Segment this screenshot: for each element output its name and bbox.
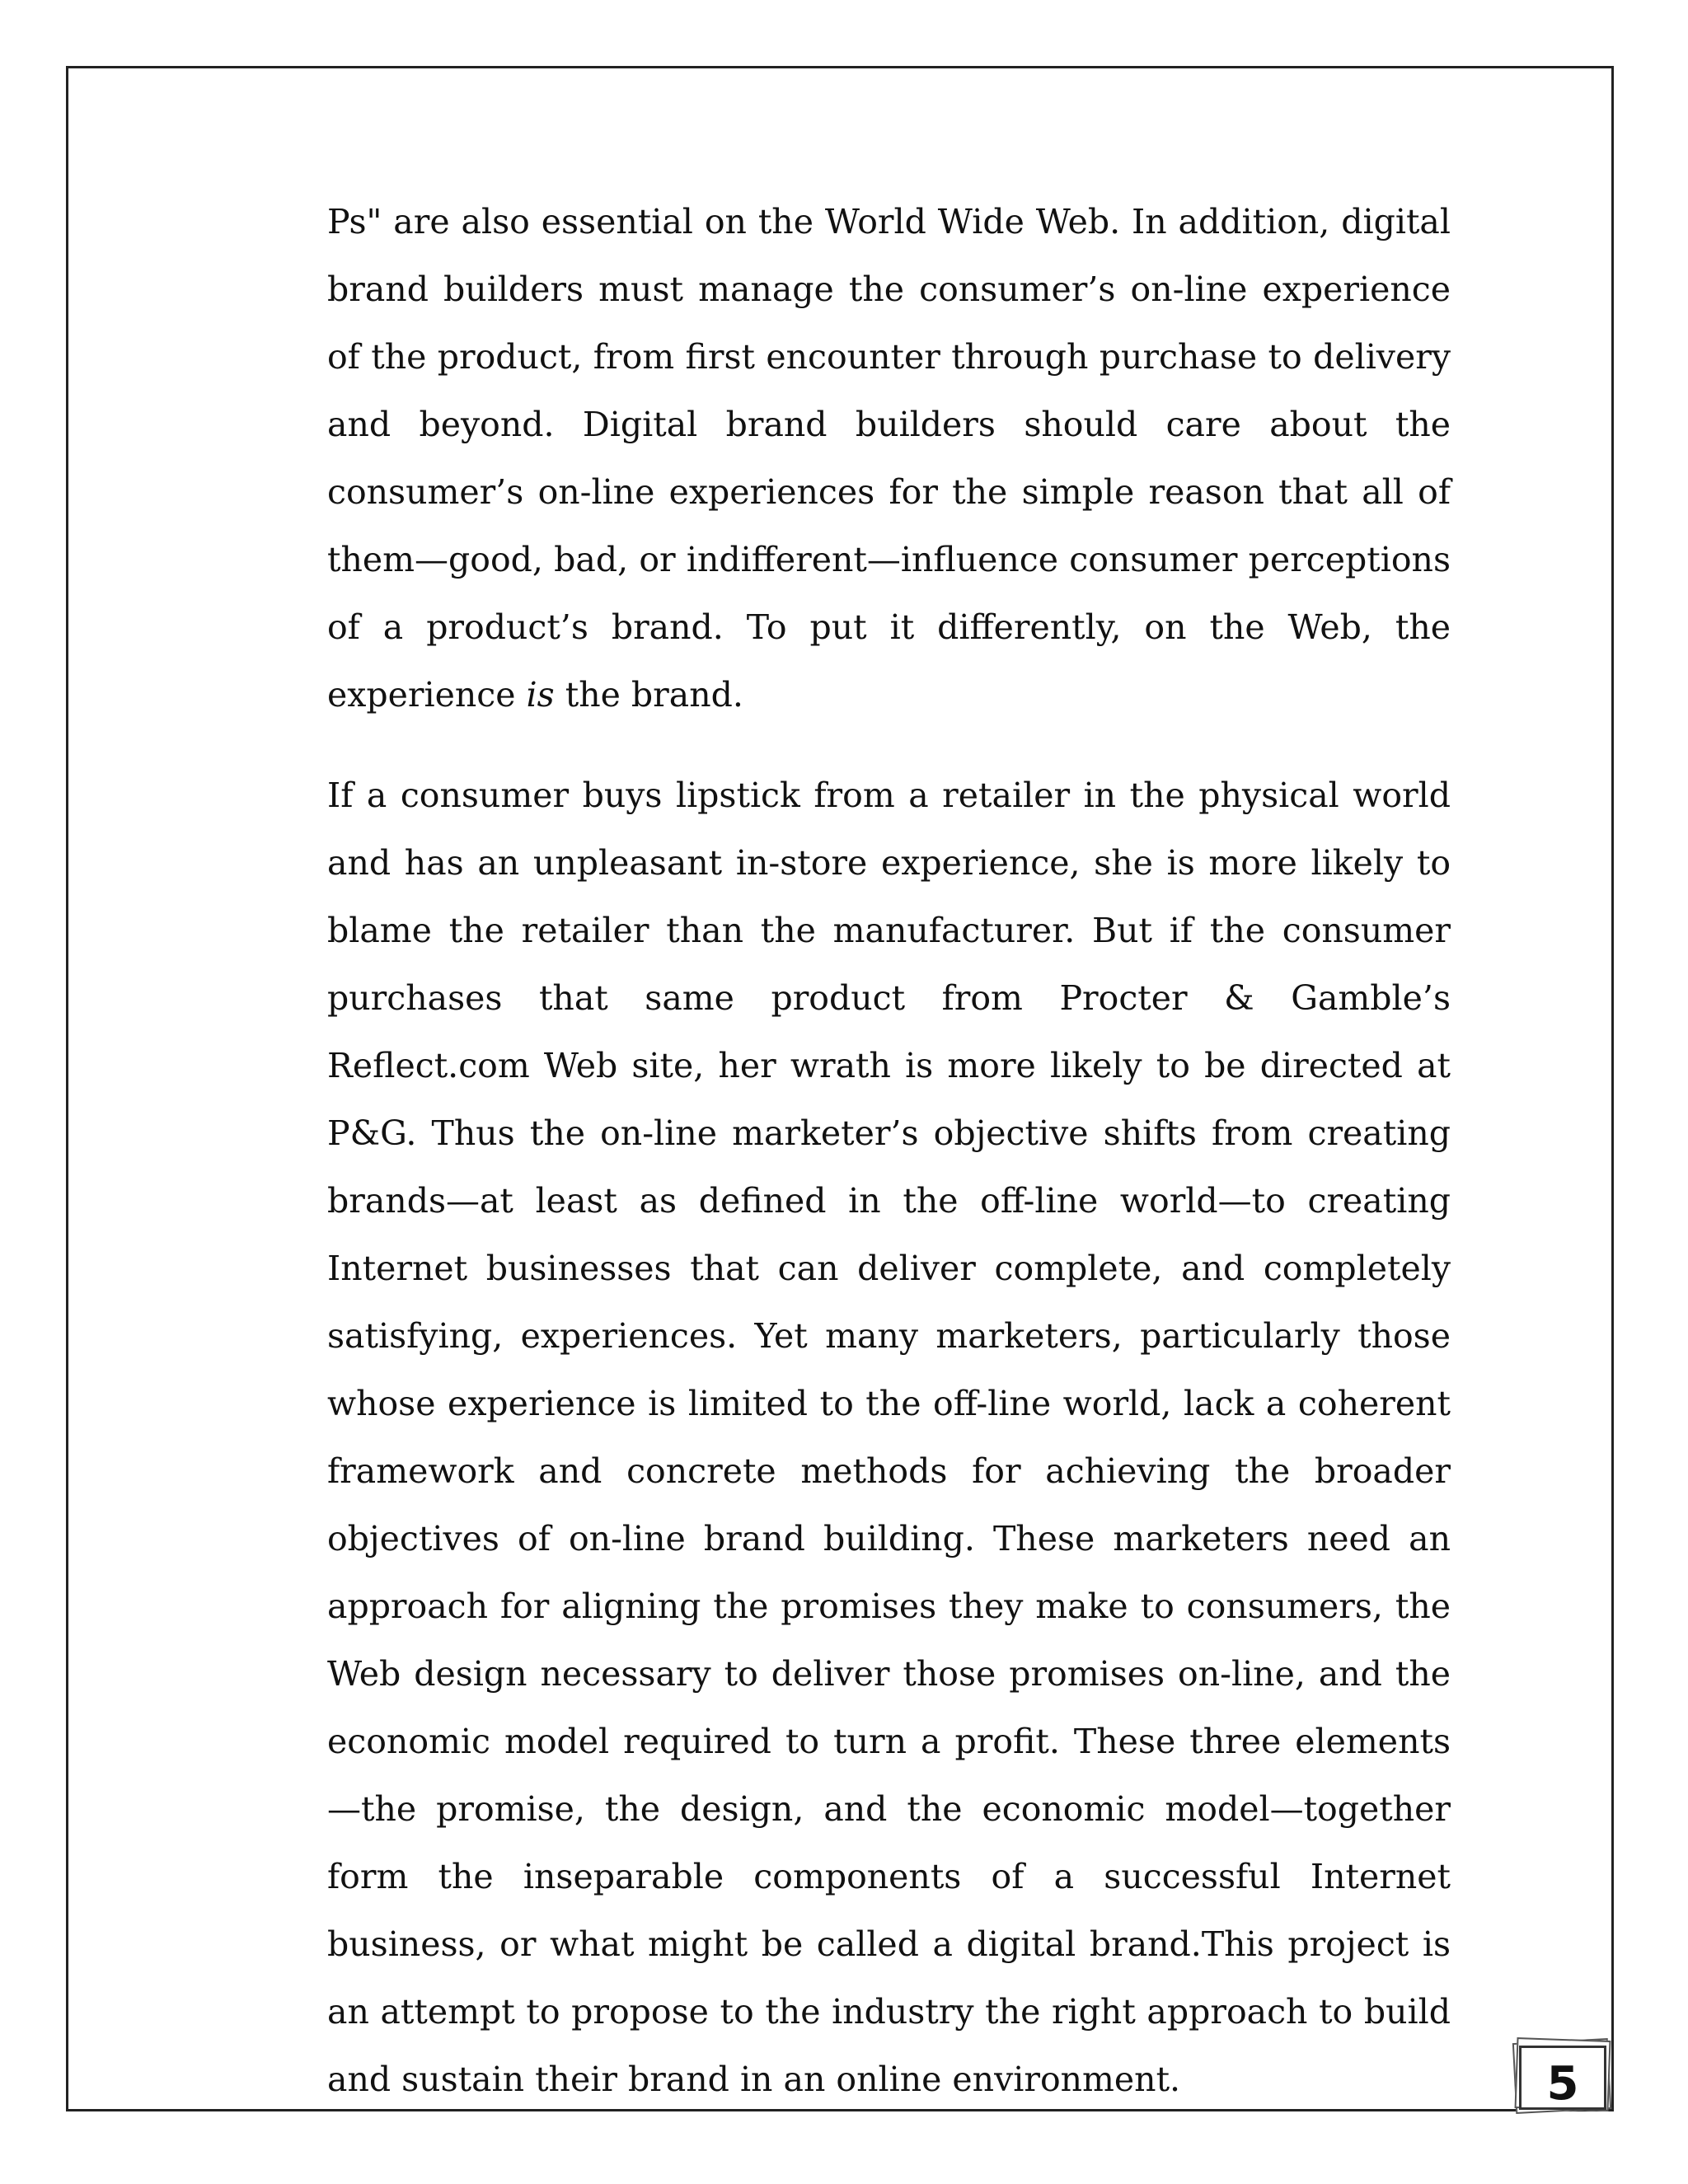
paragraph-2: If a consumer buys lipstick from a retailer in the physical world and has an unpleasant in-store experience, she is more likely to blame the retailer than the manufacturer. But if the consumer purchases that same product from Procter & Gamble’s Reflect.com Web site, her wrath is more likely to be directed at P&G. Thus the on-line marketer’s objective shifts from creating brands—at least as defined in the off-line world—to creating Internet businesses that can deliver complete, and completely satisfying, experiences. Yet many marketers, particularly those whose experience is limited to the off-line world, lack a coherent framework and concrete methods for achieving the broader objectives of on-line brand building. These marketers need an approach for aligning the promises they make to consumers, the Web design necessary to deliver those promises on-line, and the economic model required to turn a profit. These three elements—the promise, the design, and the economic model—together form the inseparable components of a successful Internet business, or what might be called a digital brand.This project is an attempt to propose to the industry the right approach to build and sustain their brand in an online environment. <box>327 776 1451 2099</box>
paragraph-1-emphasis: is <box>526 675 555 715</box>
paragraph-1-text-start: Ps" are also essential on the World Wide Web. In addition, digital brand builders must manage the consumer’s on-line experience of the product, from first encounter through purchase to delivery and beyond. Digital brand builders should care about the consumer’s on-line experiences for the simple reason that all of them—good, bad, or indifferent—influence consumer perceptions of a product’s brand. To put it differently, on the Web, the experience <box>327 202 1451 715</box>
page-number-badge <box>1511 2036 1615 2111</box>
paragraph-1 <box>327 188 1451 729</box>
document-body <box>327 188 1451 2113</box>
paragraph-1-text-end: the brand. <box>554 675 743 715</box>
page-number: 5 <box>1546 2057 1579 2111</box>
